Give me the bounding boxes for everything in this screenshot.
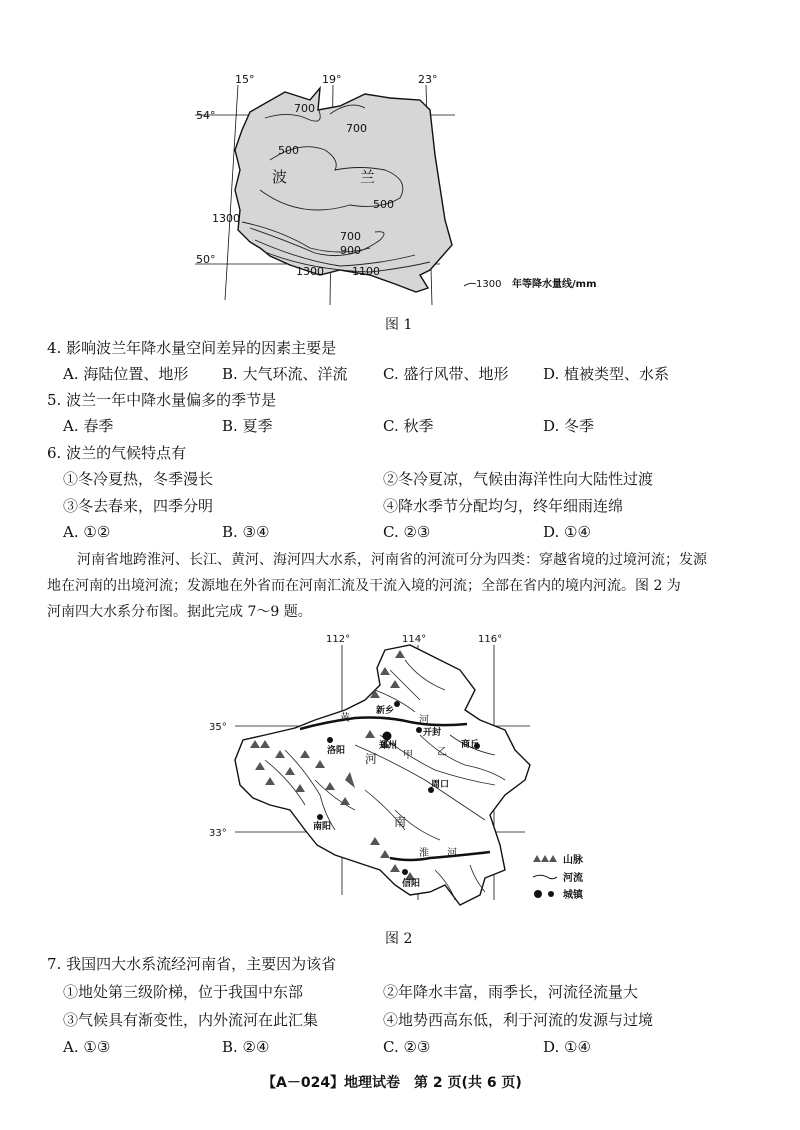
poland-label-1: 波 xyxy=(272,168,288,186)
city-dot-nanyang xyxy=(317,814,323,820)
isoline-700-a: 700 xyxy=(294,102,315,115)
map-legend xyxy=(533,853,584,901)
passage xyxy=(47,547,707,625)
river-label-he1: 河 xyxy=(419,715,429,726)
figure1-caption: 图 1 xyxy=(385,317,413,333)
city-dot-xinxiang xyxy=(394,701,400,707)
passage-line-1: 河南省地跨淮河、长江、黄河、海河四大水系，河南省的河流可分为四类：穿越省境的过境河流；发源 xyxy=(77,552,707,568)
lat-35: 35° xyxy=(209,722,227,733)
henan-outline xyxy=(235,645,530,905)
legend-value: 1300 xyxy=(476,279,502,290)
q6-option-a: A. ①② xyxy=(63,523,111,541)
isoline-legend-symbol xyxy=(464,283,476,286)
q7-option-c: C. ②③ xyxy=(383,1038,431,1056)
q7-statement-3: ③气候具有渐变性，内外流河在此汇集 xyxy=(63,1011,319,1029)
city-nanyang: 南阳 xyxy=(313,822,332,832)
legend-river: 河流 xyxy=(563,873,583,884)
isoline-700-c: 700 xyxy=(340,230,361,243)
lon-23: 23° xyxy=(418,73,438,86)
city-xinxiang: 新乡 xyxy=(376,706,395,716)
city-zhoukou: 周口 xyxy=(431,780,450,790)
river-label-huai: 淮 xyxy=(419,848,429,859)
river-label-huang: 黄 xyxy=(340,713,350,724)
region-label-he: 河 xyxy=(365,752,378,766)
place-yi: 乙 xyxy=(437,747,447,758)
legend-city: 城镇 xyxy=(563,890,583,901)
q4-option-a: A. 海陆位置、地形 xyxy=(63,365,189,383)
page-footer: 【A－024】地理试卷 第 2 页(共 6 页) xyxy=(262,1075,522,1091)
lat-54: 54° xyxy=(196,109,216,122)
q4-option-c: C. 盛行风带、地形 xyxy=(383,365,509,383)
q6-statement-3: ③冬去春来，四季分明 xyxy=(63,497,214,515)
isoline-1100: 1100 xyxy=(352,265,380,278)
q7-option-a: A. ①③ xyxy=(63,1038,111,1056)
city-shangqiu: 商丘 xyxy=(461,740,480,750)
q4-option-b: B. 大气环流、洋流 xyxy=(222,365,348,383)
lon-112: 112° xyxy=(326,634,351,645)
region-label-nan: 南 xyxy=(394,815,407,829)
isoline-1300-b: 1300 xyxy=(296,265,324,278)
lon-116: 116° xyxy=(478,634,503,645)
q7-statement-2: ②年降水丰富，雨季长，河流径流量大 xyxy=(383,983,639,1001)
river-label-he2: 河 xyxy=(447,848,457,859)
q6-option-d: D. ①④ xyxy=(543,523,591,541)
q5-option-d: D. 冬季 xyxy=(543,417,595,435)
isoline-700-b: 700 xyxy=(346,122,367,135)
q6-statement-4: ④降水季节分配均匀，终年细雨连绵 xyxy=(383,497,624,515)
city-dot-kaifeng xyxy=(416,727,422,733)
q7-option-b: B. ②④ xyxy=(222,1038,270,1056)
legend-mountain: 山脉 xyxy=(563,855,583,866)
q6-statement-2: ②冬冷夏凉，气候由海洋性向大陆性过渡 xyxy=(383,470,654,488)
isoline-500-a: 500 xyxy=(278,144,299,157)
city-dot-zhengzhou xyxy=(383,732,392,741)
city-luoyang: 洛阳 xyxy=(327,746,346,756)
q7-statement-1: ①地处第三级阶梯，位于我国中东部 xyxy=(63,983,304,1001)
q6-stem: 6. 波兰的气候特点有 xyxy=(47,444,187,462)
q5-option-a: A. 春季 xyxy=(63,417,114,435)
city-xinyang: 信阳 xyxy=(402,879,421,889)
q7-statement-4: ④地势西高东低，利于河流的发源与过境 xyxy=(383,1011,654,1029)
lat-50: 50° xyxy=(196,253,216,266)
q6-option-b: B. ③④ xyxy=(222,523,270,541)
q5-option-c: C. 秋季 xyxy=(383,417,434,435)
q5-option-b: B. 夏季 xyxy=(222,417,273,435)
city-dot-luoyang xyxy=(327,737,333,743)
q4-stem: 4. 影响波兰年降水量空间差异的因素主要是 xyxy=(47,339,337,357)
figure2-map xyxy=(205,630,605,930)
place-jia: 甲 xyxy=(403,750,413,761)
q7-option-d: D. ①④ xyxy=(543,1038,591,1056)
passage-line-3: 河南四大水系分布图。据此完成 7～9 题。 xyxy=(47,604,312,620)
q7-stem: 7. 我国四大水系流经河南省，主要因为该省 xyxy=(47,955,337,973)
q4-option-d: D. 植被类型、水系 xyxy=(543,365,670,383)
q6-statement-1: ①冬冷夏热，冬季漫长 xyxy=(63,470,214,488)
lon-114: 114° xyxy=(402,634,427,645)
isoline-500-b: 500 xyxy=(373,198,394,211)
legend-text: 年等降水量线/mm xyxy=(512,279,597,290)
poland-label-2: 兰 xyxy=(360,168,376,186)
lon-19: 19° xyxy=(322,73,342,86)
poland-outline xyxy=(235,88,452,292)
city-zhengzhou: 郑州 xyxy=(379,741,398,751)
city-dot-xinyang xyxy=(402,869,408,875)
lon-15: 15° xyxy=(235,73,255,86)
isoline-900: 900 xyxy=(340,244,361,257)
figure1-map xyxy=(190,70,630,315)
city-kaifeng: 开封 xyxy=(423,728,442,738)
figure2-caption: 图 2 xyxy=(385,931,413,947)
passage-line-2: 地在河南的出境河流；发源地在外省而在河南汇流及干流入境的河流；全部在省内的境内河流。图 2 为 xyxy=(47,578,681,594)
isoline-1300-a: 1300 xyxy=(212,212,240,225)
lat-33: 33° xyxy=(209,828,227,839)
q6-option-c: C. ②③ xyxy=(383,523,431,541)
q5-stem: 5. 波兰一年中降水量偏多的季节是 xyxy=(47,391,277,409)
